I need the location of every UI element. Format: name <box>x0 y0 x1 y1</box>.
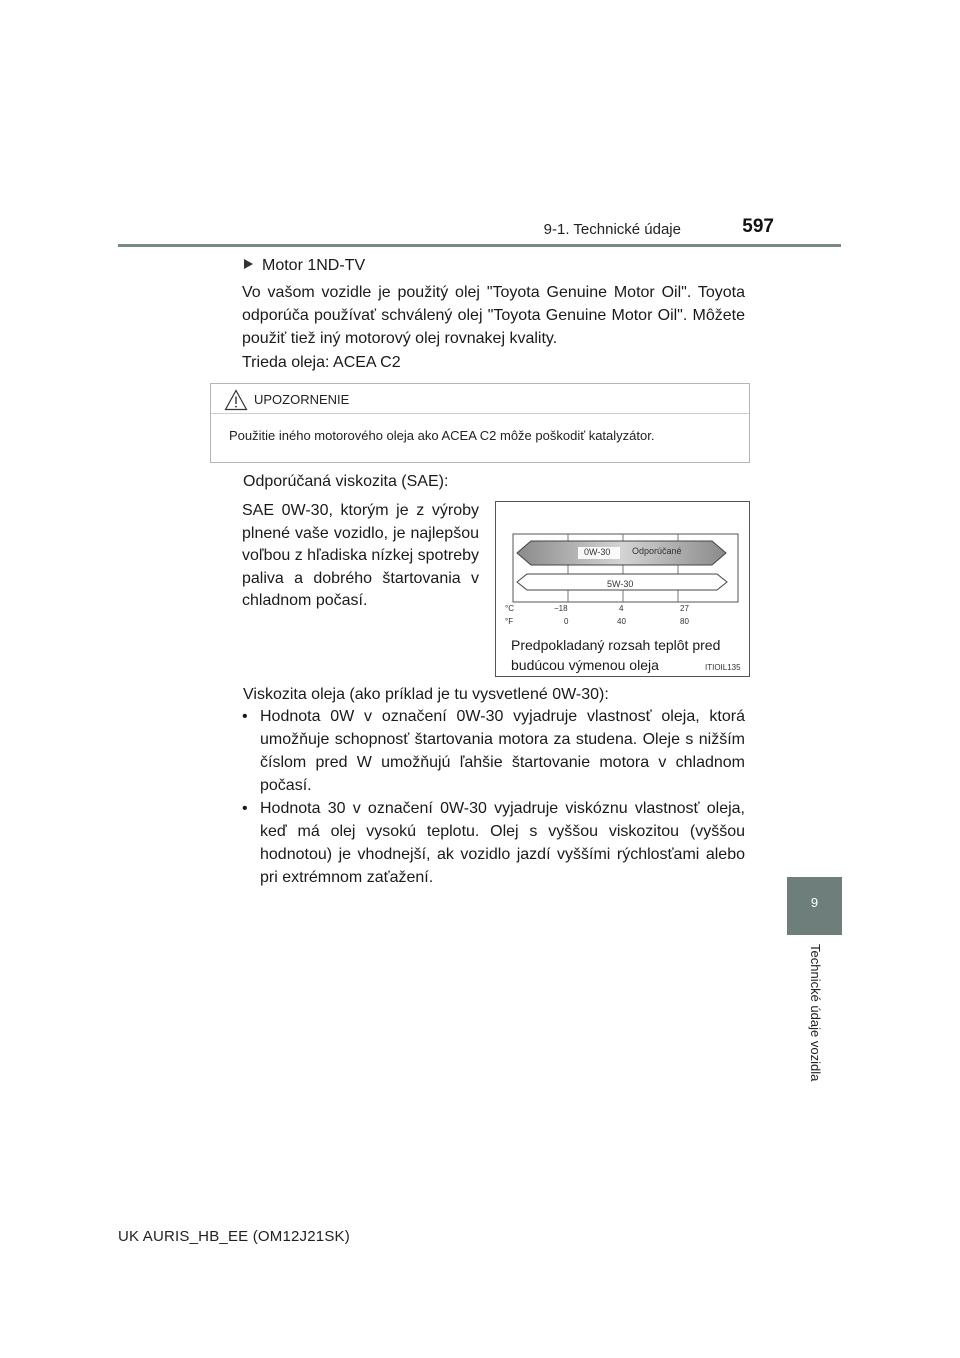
oil-class: Trieda oleja: ACEA C2 <box>242 354 401 371</box>
list-item <box>242 705 745 797</box>
warning-divider <box>211 413 749 414</box>
celsius-tick: 4 <box>619 604 624 613</box>
alt-grade: 5W-30 <box>607 579 634 589</box>
bullet-list <box>242 705 745 889</box>
page-number: 597 <box>742 216 774 237</box>
fahrenheit-tick: 40 <box>617 617 626 626</box>
figure-caption: Predpokladaný rozsah teplôt pred budúcou výmenou oleja <box>511 637 721 673</box>
chapter-label-text: Technické údaje vozidla <box>808 944 823 1082</box>
warning-triangle-icon <box>224 389 248 411</box>
list-item-text: Hodnota 30 v označení 0W-30 vyjadruje viskóznu vlastnosť oleja, keď má olej vysokú teplotu. Olej s vyššou viskozitou (vyššou hodnotou) je vhodnejší, ak vozidlo jazdí vyššími rýchlosťami alebo pri extrémnom zaťažení. <box>260 800 745 886</box>
viscosity-heading: Odporúčaná viskozita (SAE): <box>243 473 449 490</box>
list-item <box>242 797 745 889</box>
figure-code: ITIOIL135 <box>705 663 741 672</box>
celsius-tick: 27 <box>680 604 689 613</box>
section-title: 9-1. Technické údaje <box>543 221 681 238</box>
fahrenheit-unit: °F <box>505 617 514 626</box>
warning-text: Použitie iného motorového oleja ako ACEA C2 môže poškodiť katalyzátor. <box>229 428 655 443</box>
example-heading: Viskozita oleja (ako príklad je tu vysvetlené 0W-30): <box>243 686 609 703</box>
bullet-dot: • <box>242 708 248 725</box>
recommended-label: Odporúčané <box>632 546 682 556</box>
recommended-range-arrow <box>517 541 726 565</box>
viscosity-paragraph: SAE 0W-30, ktorým je z výroby plnené vaše vozidlo, je najlepšou voľbou z hľadiska nízkej spotreby paliva a dobrého štartovania v chladnom počasí. <box>242 502 480 609</box>
engine-heading-text: Motor 1ND-TV <box>262 257 366 274</box>
intro-paragraph: Vo vašom vozidle je použitý olej "Toyota Genuine Motor Oil". Toyota odporúča používať schválený olej "Toyota Genuine Motor Oil". Môžete použiť tiež iný motorový olej rovnakej kvality. <box>242 284 745 347</box>
document-id: UK AURIS_HB_EE (OM12J21SK) <box>118 1228 350 1245</box>
celsius-tick: −18 <box>554 604 568 613</box>
chapter-label <box>805 944 825 1104</box>
chapter-number: 9 <box>810 895 819 910</box>
header-rule <box>118 244 841 247</box>
fahrenheit-tick: 80 <box>680 617 689 626</box>
engine-heading <box>244 254 365 277</box>
list-item-text: Hodnota 0W v označení 0W-30 vyjadruje vlastnosť oleja, ktorá umožňuje schopnosť štartovania motora za studena. Oleje s nižším číslom pred W umožňujú ľahšie štartovanie motora v chladnom počasí. <box>260 708 745 794</box>
recommended-grade: 0W-30 <box>584 547 611 557</box>
arrow-right-icon <box>244 259 253 269</box>
celsius-unit: °C <box>505 604 514 613</box>
bullet-dot: • <box>242 800 248 817</box>
warning-title: UPOZORNENIE <box>254 392 350 407</box>
fahrenheit-tick: 0 <box>564 617 569 626</box>
